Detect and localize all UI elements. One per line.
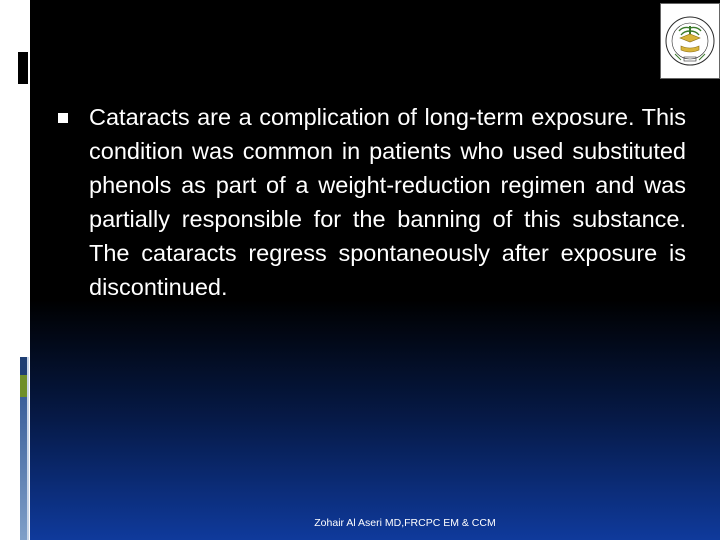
- decorative-line: [27, 357, 29, 540]
- slide-content: [58, 100, 688, 304]
- university-logo: [660, 3, 720, 79]
- decorative-bar-navy: [20, 357, 27, 375]
- bullet-text: Cataracts are a complication of long-term exposure. This condition was common in patients who used substituted phenols as part of a weight-reduction regimen and was partially responsible for the banning of this substance. The cataracts regress spontaneously after exposure is discontinued.: [89, 104, 686, 300]
- list-item: [58, 100, 688, 304]
- seal-icon: [661, 4, 719, 78]
- footer-text: Zohair Al Aseri MD,FRCPC EM & CCM: [314, 517, 496, 529]
- square-bullet-icon: [58, 113, 68, 123]
- decorative-block: [18, 52, 28, 84]
- decorative-bar-green: [20, 375, 27, 397]
